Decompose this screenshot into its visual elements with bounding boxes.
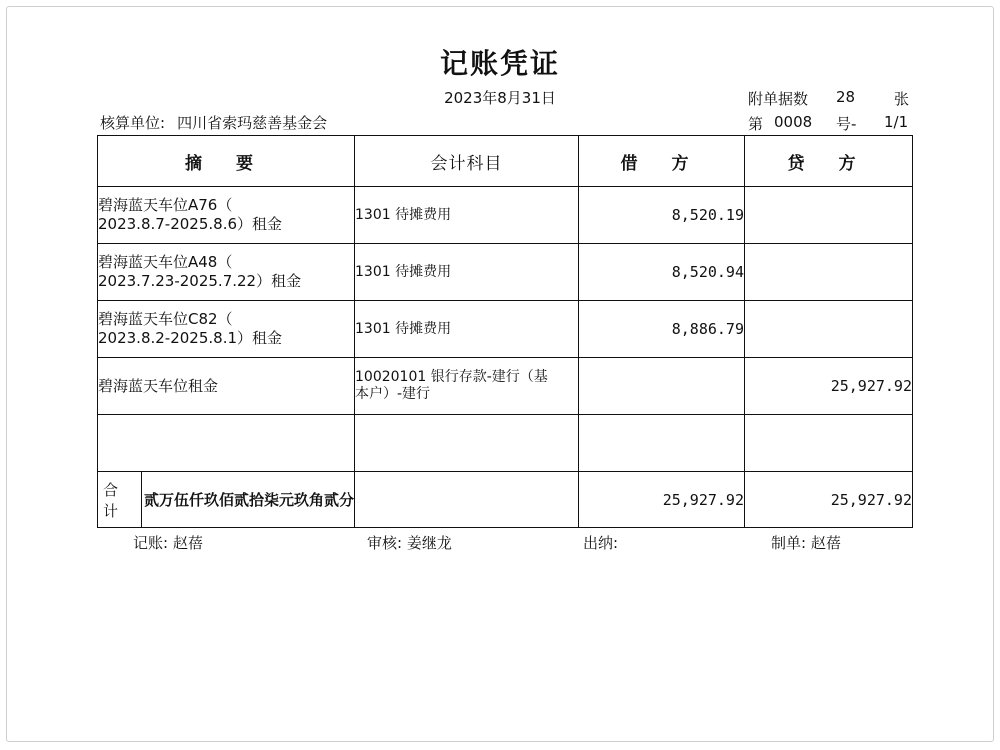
voucher-date: 2023年8月31日 bbox=[444, 89, 556, 107]
row-debit: 8,520.19 bbox=[579, 187, 745, 244]
cashier-label: 出纳: bbox=[583, 534, 619, 552]
row-debit bbox=[579, 415, 745, 472]
row-debit: 8,520.94 bbox=[579, 244, 745, 301]
preparer bbox=[771, 532, 841, 553]
total-credit: 25,927.92 bbox=[745, 472, 913, 528]
voucher-title: 记账凭证 bbox=[439, 47, 560, 80]
header-credit: 贷 方 bbox=[745, 136, 913, 187]
voucher-table bbox=[97, 135, 913, 528]
table-header-row bbox=[98, 136, 913, 187]
voucher-prefix: 第 bbox=[748, 115, 764, 133]
accounting-unit bbox=[100, 112, 327, 133]
voucher-suffix: 号- bbox=[836, 115, 857, 133]
reviewer bbox=[367, 532, 452, 553]
total-label: 合 计 bbox=[102, 480, 136, 520]
table-row bbox=[98, 301, 913, 358]
total-words-spill bbox=[355, 472, 579, 528]
bookkeeper-label: 记账: bbox=[133, 534, 169, 552]
row-subject: 1301 待摊费用 bbox=[355, 187, 579, 244]
reviewer-label: 审核: bbox=[367, 534, 403, 552]
row-debit bbox=[579, 358, 745, 415]
row-subject: 1301 待摊费用 bbox=[355, 301, 579, 358]
table-row bbox=[98, 187, 913, 244]
cashier bbox=[583, 532, 618, 553]
preparer-name: 赵蓓 bbox=[810, 534, 841, 552]
attachment-label: 附单据数 bbox=[748, 90, 809, 108]
row-summary: 碧海蓝天车位C82（ 2023.8.2-2025.8.1）租金 bbox=[98, 301, 355, 358]
total-row bbox=[98, 472, 913, 528]
row-debit: 8,886.79 bbox=[579, 301, 745, 358]
total-label-cell bbox=[98, 472, 355, 528]
preparer-label: 制单: bbox=[771, 534, 807, 552]
row-summary: 碧海蓝天车位A76（ 2023.8.7-2025.8.6）租金 bbox=[98, 187, 355, 244]
row-credit: 25,927.92 bbox=[745, 358, 913, 415]
row-credit bbox=[745, 415, 913, 472]
row-credit bbox=[745, 301, 913, 358]
bookkeeper-name: 赵蓓 bbox=[172, 534, 203, 552]
row-summary: 碧海蓝天车位A48（ 2023.7.23-2025.7.22）租金 bbox=[98, 244, 355, 301]
header-debit: 借 方 bbox=[579, 136, 745, 187]
bookkeeper bbox=[133, 532, 203, 553]
table-row bbox=[98, 358, 913, 415]
row-credit bbox=[745, 187, 913, 244]
row-subject: 10020101 银行存款-建行（基 本户）-建行 bbox=[355, 358, 579, 415]
attachment-number: 28 bbox=[836, 88, 856, 106]
header-subject: 会计科目 bbox=[355, 136, 579, 187]
accounting-unit-label: 核算单位: bbox=[100, 114, 166, 132]
row-summary bbox=[98, 415, 355, 472]
accounting-unit-value: 四川省索玛慈善基金会 bbox=[177, 114, 328, 132]
table-row bbox=[98, 244, 913, 301]
row-subject: 1301 待摊费用 bbox=[355, 244, 579, 301]
reviewer-name: 姜继龙 bbox=[406, 534, 452, 552]
attachment-unit: 张 bbox=[894, 90, 910, 108]
row-credit bbox=[745, 244, 913, 301]
row-summary: 碧海蓝天车位租金 bbox=[98, 358, 355, 415]
voucher-page: 1/1 bbox=[884, 113, 909, 131]
voucher-number-value: 0008 bbox=[774, 113, 813, 131]
total-amount-words: 贰万伍仟玖佰贰拾柒元玖角贰分 bbox=[143, 491, 354, 509]
header-summary: 摘 要 bbox=[98, 136, 355, 187]
row-subject bbox=[355, 415, 579, 472]
total-debit: 25,927.92 bbox=[579, 472, 745, 528]
table-row-empty bbox=[98, 415, 913, 472]
